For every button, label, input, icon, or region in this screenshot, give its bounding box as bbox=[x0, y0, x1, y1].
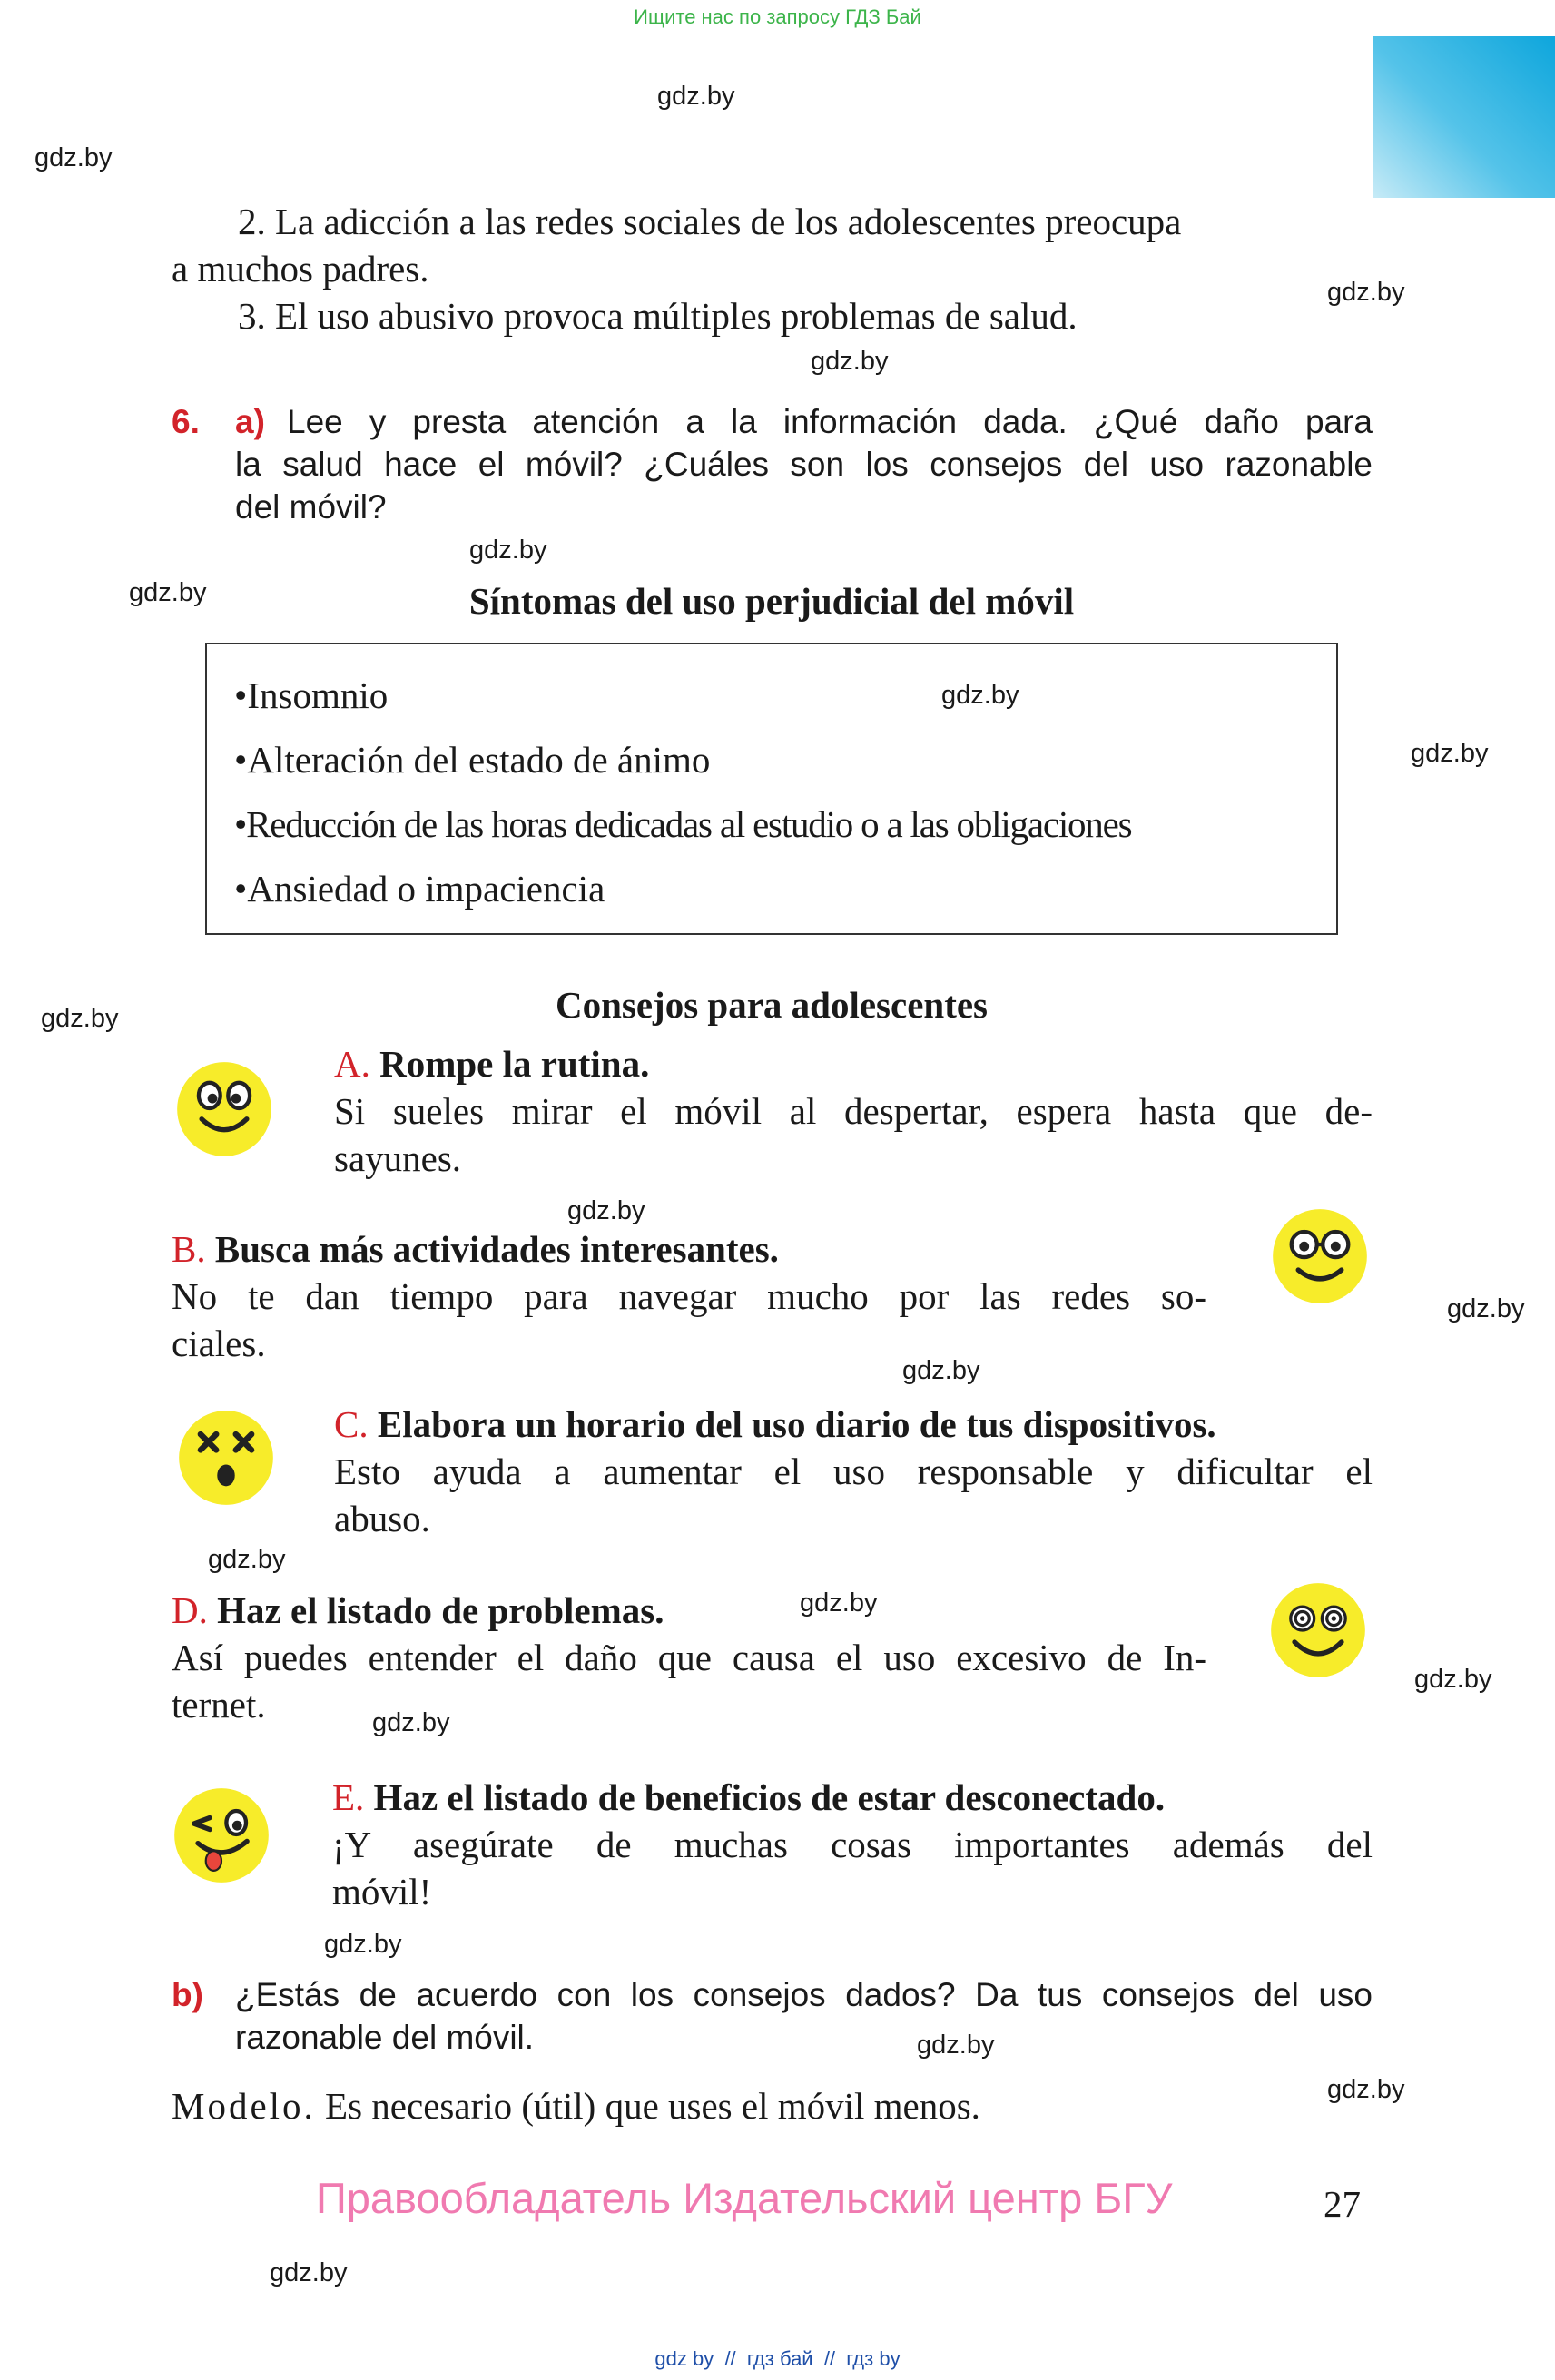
watermark: gdz.by bbox=[469, 536, 547, 565]
watermark: gdz.by bbox=[1447, 1294, 1525, 1323]
part-a-line-2: la salud hace el móvil? ¿Cuáles son los consejos del uso razonable bbox=[235, 446, 1373, 483]
bullet-icon: • bbox=[234, 674, 248, 716]
advice-heading-text: Elabora un horario del uso diario de tus dispositivos. bbox=[377, 1403, 1216, 1445]
symptoms-title: Síntomas del uso perjudicial del móvil bbox=[468, 580, 1075, 622]
advice-d-line-2: ternet. bbox=[172, 1684, 266, 1726]
part-b-label: b) bbox=[172, 1976, 203, 2013]
dizzy-face-icon bbox=[177, 1409, 275, 1507]
spiral-eyes-face-icon bbox=[1269, 1581, 1367, 1679]
advice-e-heading bbox=[332, 1774, 1165, 1821]
advice-b-line-1: No te dan tiempo para navegar mucho por las redes so- bbox=[172, 1275, 1206, 1317]
corner-decoration bbox=[1373, 36, 1555, 198]
advice-letter: E. bbox=[332, 1776, 365, 1818]
advice-b-line-2: ciales. bbox=[172, 1323, 266, 1364]
advice-letter: C. bbox=[334, 1403, 369, 1445]
watermark: gdz.by bbox=[811, 347, 889, 376]
advice-letter: D. bbox=[172, 1589, 208, 1631]
watermark: gdz.by bbox=[34, 143, 113, 172]
watermark: gdz.by bbox=[917, 2031, 995, 2060]
watermark: gdz.by bbox=[324, 1930, 402, 1959]
winking-tongue-face-icon bbox=[172, 1786, 271, 1884]
part-a-label: a) bbox=[235, 403, 265, 440]
part-b-line-2: razonable del móvil. bbox=[235, 2019, 535, 2056]
advice-a-line-1: Si sueles mirar el móvil al despertar, espera hasta que de- bbox=[334, 1090, 1373, 1132]
watermark: gdz.by bbox=[1411, 739, 1489, 768]
watermark: gdz.by bbox=[208, 1545, 286, 1574]
watermark: gdz.by bbox=[129, 578, 207, 607]
bottom-links[interactable]: gdz by // гдз бай // гдз by bbox=[654, 2347, 901, 2370]
advice-letter: A. bbox=[334, 1043, 370, 1085]
model-label: Modelo. bbox=[172, 2085, 316, 2127]
watermark: gdz.by bbox=[372, 1708, 450, 1737]
page-number: 27 bbox=[1324, 2183, 1361, 2225]
exercise-number: 6. bbox=[172, 403, 200, 440]
advice-e-line-2: móvil! bbox=[332, 1871, 432, 1913]
advice-heading-text: Rompe la rutina. bbox=[379, 1043, 650, 1085]
watermark: gdz.by bbox=[902, 1356, 980, 1385]
watermark: gdz.by bbox=[1327, 2075, 1405, 2104]
advice-c-line-2: abuso. bbox=[334, 1498, 430, 1539]
part-b-line-1: ¿Estás de acuerdo con los consejos dados? Da tus consejos del uso bbox=[235, 1976, 1373, 2013]
prev-item-3: 3. El uso abusivo provoca múltiples problemas de salud. bbox=[238, 295, 1078, 337]
advice-letter: B. bbox=[172, 1228, 206, 1270]
bullet-icon: • bbox=[234, 868, 248, 910]
advice-b-heading bbox=[172, 1225, 779, 1273]
bullet-icon: • bbox=[234, 739, 248, 781]
watermark: gdz.by bbox=[270, 2258, 348, 2287]
smiley-wide-eyes-icon bbox=[175, 1060, 273, 1158]
advice-c-heading bbox=[334, 1401, 1216, 1448]
advice-d-line-1: Así puedes entender el daño que causa el uso excesivo de In- bbox=[172, 1637, 1206, 1678]
watermark: gdz.by bbox=[567, 1196, 645, 1225]
watermark: gdz.by bbox=[941, 681, 1019, 710]
copyright-notice: Правообладатель Издательский центр БГУ bbox=[316, 2174, 1173, 2222]
top-search-banner: Ищите нас по запросу ГДЗ Бай bbox=[634, 5, 921, 28]
watermark: gdz.by bbox=[1327, 278, 1405, 307]
advice-a-line-2: sayunes. bbox=[334, 1137, 462, 1179]
model-text: Es necesario (útil) que uses el móvil menos. bbox=[325, 2085, 980, 2127]
part-a-line-3: del móvil? bbox=[235, 488, 387, 526]
watermark: gdz.by bbox=[657, 82, 735, 111]
advice-e-line-1: ¡Y asegúrate de muchas cosas importantes además del bbox=[332, 1824, 1373, 1865]
model-sentence bbox=[172, 2082, 980, 2129]
prev-item-2-line-2: a muchos padres. bbox=[172, 248, 429, 290]
part-a-line-1: Lee y presta atención a la información dada. ¿Qué daño para bbox=[287, 403, 1373, 440]
advice-a-heading bbox=[334, 1040, 649, 1087]
watermark: gdz.by bbox=[1414, 1665, 1492, 1694]
advice-d-heading bbox=[172, 1587, 664, 1634]
advice-c-line-1: Esto ayuda a aumentar el uso responsable y dificultar el bbox=[334, 1451, 1373, 1492]
advice-heading-text: Haz el listado de beneficios de estar desconectado. bbox=[373, 1776, 1166, 1818]
bullet-icon: • bbox=[234, 803, 247, 845]
advice-title: Consejos para adolescentes bbox=[555, 984, 989, 1026]
advice-heading-text: Haz el listado de problemas. bbox=[217, 1589, 664, 1631]
smiley-glasses-icon bbox=[1271, 1207, 1369, 1305]
advice-heading-text: Busca más actividades interesantes. bbox=[214, 1228, 779, 1270]
symptom-item: •Reducción de las horas dedicadas al estudio o a las obligaciones bbox=[234, 803, 1132, 845]
prev-item-2-line-1: 2. La adicción a las redes sociales de los adolescentes preocupa bbox=[238, 201, 1182, 242]
symptom-item: •Alteración del estado de ánimo bbox=[234, 739, 711, 781]
symptom-item: •Ansiedad o impaciencia bbox=[234, 868, 605, 910]
watermark: gdz.by bbox=[41, 1004, 119, 1033]
symptom-item: •Insomnio bbox=[234, 674, 389, 716]
watermark: gdz.by bbox=[800, 1588, 878, 1618]
